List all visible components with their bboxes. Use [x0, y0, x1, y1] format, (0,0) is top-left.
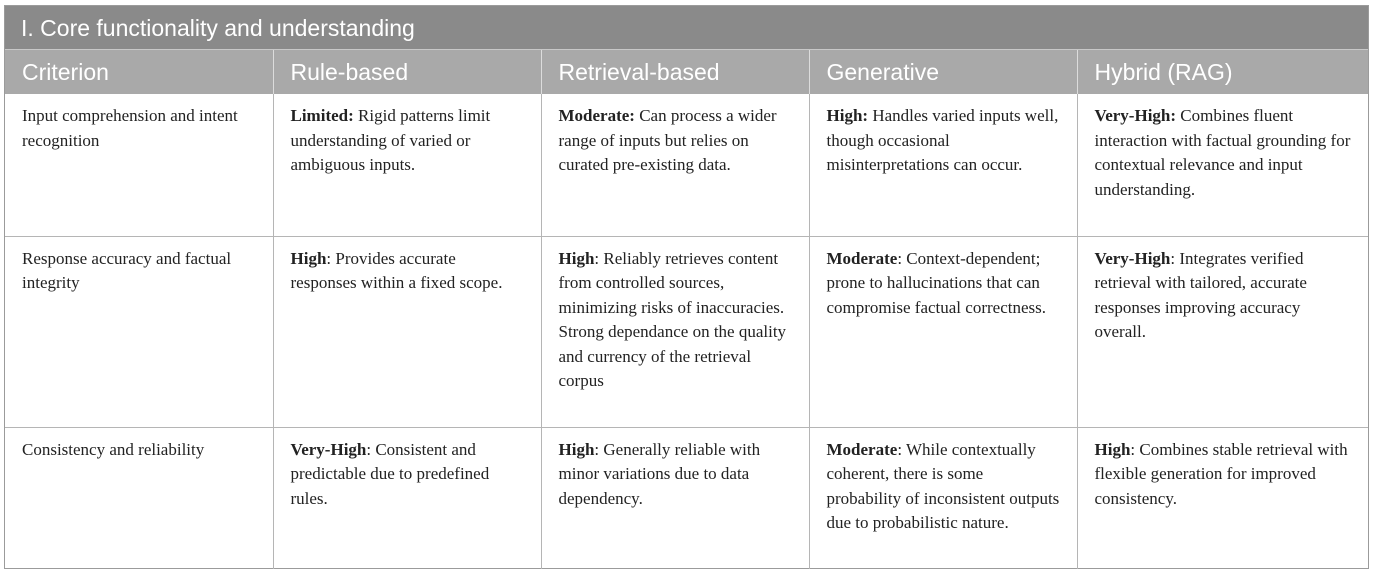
criterion-cell: Response accuracy and factual integrity	[5, 236, 273, 427]
section-title: I. Core functionality and understanding	[5, 6, 1368, 50]
header-criterion: Criterion	[5, 50, 273, 94]
rating-label: Moderate	[826, 439, 898, 459]
rating-label: Very-High	[1094, 248, 1171, 268]
comparison-table-panel	[4, 5, 1369, 569]
rating-description: Can process a wider range of inputs but relies on curated pre-existing data.	[558, 106, 777, 175]
rating-description: : Reliably retrieves content from controlled sources, minimizing risks of inaccuracies. Strong dependance on the quality and currency of the retrieval corpus	[558, 248, 787, 391]
rule-based-cell	[273, 427, 541, 569]
criterion-cell: Input comprehension and intent recognition	[22, 106, 238, 150]
rating-label: High:	[826, 106, 869, 125]
rating-description: : Consistent and predictable due to predefined rules.	[290, 439, 490, 508]
rating-label: Moderate:	[558, 106, 635, 125]
generative-cell	[809, 427, 1077, 569]
rating-description: : Provides accurate responses within a fixed scope.	[290, 248, 503, 293]
rating-description: : While contextually coherent, there is some probability of inconsistent outputs due to probabilistic nature.	[826, 439, 1060, 533]
retrieval-based-cell	[541, 236, 809, 427]
header-hybrid-rag: Hybrid (RAG)	[1077, 50, 1368, 94]
rating-description: Combines fluent interaction with factual grounding for contextual relevance and input understanding.	[1094, 106, 1351, 199]
table-row	[5, 427, 1368, 569]
rating-description: : Context-dependent; prone to hallucinations that can compromise factual correctness.	[826, 248, 1046, 317]
rating-label: High	[290, 248, 327, 268]
rating-description: : Integrates verified retrieval with tailored, accurate responses improving accuracy overall.	[1094, 248, 1307, 342]
table-row	[5, 236, 1368, 427]
table-row	[5, 94, 1368, 236]
rating-label: Limited:	[290, 106, 354, 125]
retrieval-based-cell	[541, 427, 809, 569]
rating-label: High	[558, 248, 595, 268]
comparison-table	[5, 50, 1368, 569]
header-generative: Generative	[809, 50, 1077, 94]
header-retrieval-based: Retrieval-based	[541, 50, 809, 94]
rating-label: Very-High	[290, 439, 367, 459]
generative-cell	[809, 236, 1077, 427]
header-rule-based: Rule-based	[273, 50, 541, 94]
hybrid-rag-cell	[1077, 427, 1368, 569]
rule-based-cell	[273, 236, 541, 427]
rating-description: : Combines stable retrieval with flexible generation for improved consistency.	[1094, 439, 1348, 508]
retrieval-based-cell	[541, 94, 809, 236]
rating-label: Very-High:	[1094, 106, 1177, 125]
hybrid-rag-cell	[1077, 236, 1368, 427]
rating-description: Rigid patterns limit understanding of varied or ambiguous inputs.	[290, 106, 491, 175]
header-row	[5, 50, 1368, 94]
rating-label: High	[558, 439, 595, 459]
rating-description: : Generally reliable with minor variations due to data dependency.	[558, 439, 761, 508]
rating-label: Moderate	[826, 248, 898, 268]
criterion-cell: Consistency and reliability	[5, 427, 273, 569]
hybrid-rag-cell	[1077, 94, 1368, 236]
rule-based-cell	[273, 94, 541, 236]
rating-description: Handles varied inputs well, though occasional misinterpretations can occur.	[826, 106, 1059, 175]
rating-label: High	[1094, 439, 1131, 459]
generative-cell	[809, 94, 1077, 236]
